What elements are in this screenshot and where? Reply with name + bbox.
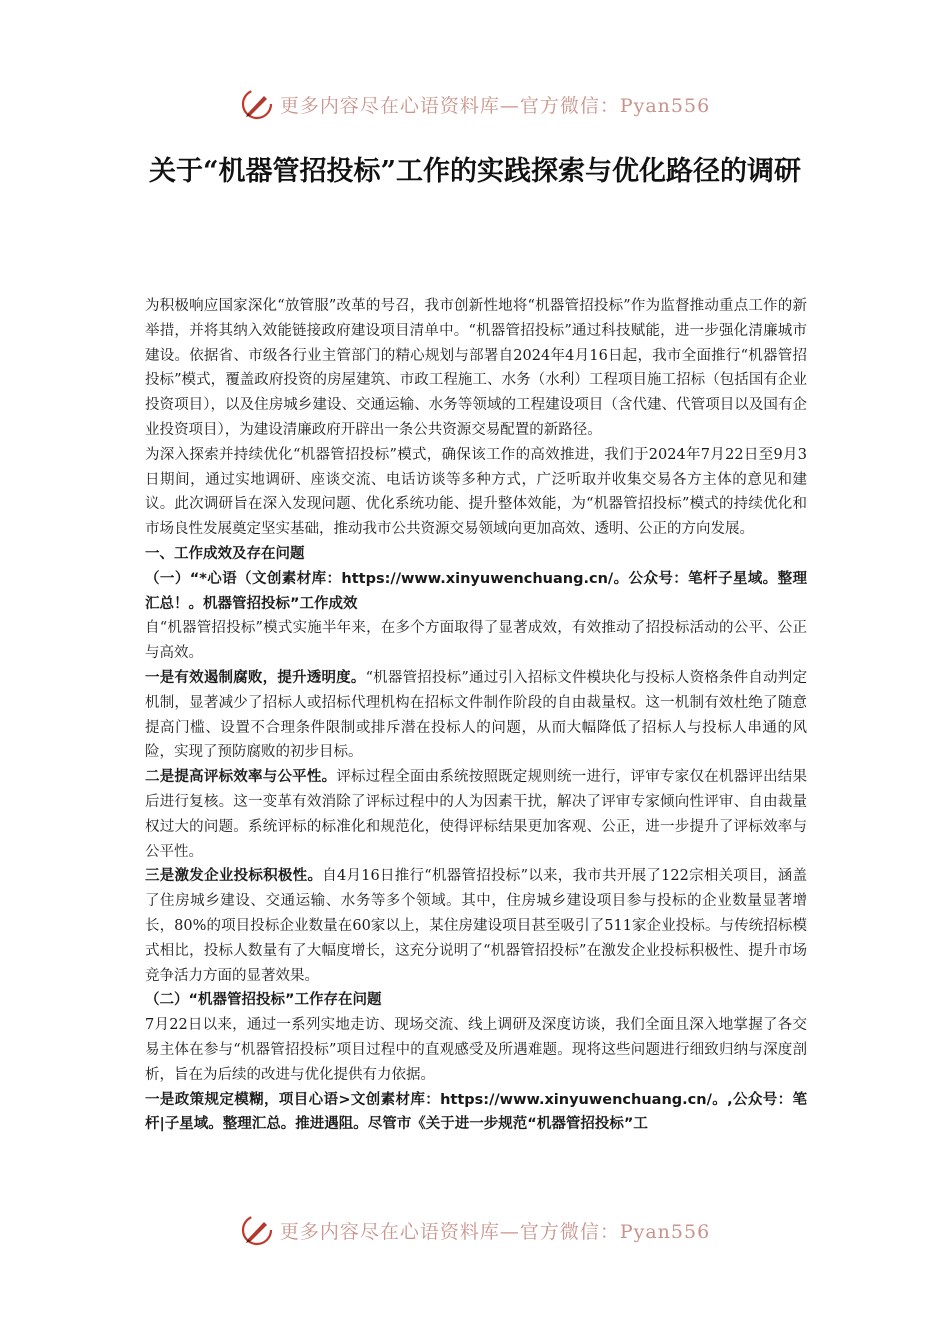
point-2-text: 评标过程全面由系统按照既定规则统一进行，评审专家仅在机器评出结果后进行复核。这一变革有效消除了评标过程中的人为因素干扰，解决了评审专家倾向性评审、自由裁量权过大的问题。系统评标的标准化和规范化，使得评标结果更加客观、公正，进一步提升了评标效率与公平性。 xyxy=(145,769,808,860)
paragraph-research-purpose: 为深入探索并持续优化“机器管招投标”模式，确保该工作的高效推进，我们于2024年7月22日至9月3日期间，通过实地调研、座谈交流、电话访谈等多种方式，广泛听取并收集交易各方主体的意见和建议。此次调研旨在深入发现问题、优化系统功能、提升整体效能，为“机器管招投标”模式的持续优化和市场良性发展奠定坚实基础，推动我市公共资源交易领域向更加高效、透明、公正的方向发展。 xyxy=(145,446,807,538)
point-3-text: 自4月16日推行“机器管招投标”以来，我市共开展了122宗相关项目，涵盖了住房城乡建设、交通运输、水务等多个领域。其中，住房城乡建设项目参与投标的企业数量显著增长，80%的项目投标企业数量在60家以上，某住房建设项目甚至吸引了511家企业投标。与传统招标模式相比，投标人数量有了大幅度增长，这充分说明了“机器管招投标”在激发企业投标积极性、提升市场竞争活力方面的显著效果。 xyxy=(145,868,808,984)
point-1-text: “机器管招投标”通过引入招标文件模块化与投标人资格条件自动判定机制，显著减少了招标人或招标代理机构在招标文件制作阶段的自由裁量权。这一机制有效杜绝了随意提高门槛、设置不合理条件限制或排斥潜在投标人的问题，从而大幅降低了招标人与投标人串通的风险，实现了预防腐败的初步目标。 xyxy=(145,669,808,761)
document-body xyxy=(145,294,807,1137)
subsection-heading-problems: （二）“机器管招投标”工作存在问题 xyxy=(145,992,382,1009)
paragraph-intro: 为积极响应国家深化“放管服”改革的号召，我市创新性地将“机器管招投标”作为监督推动重点工作的新举措，并将其纳入效能链接政府建设项目清单中。“机器管招投标”通过科技赋能，进一步强化清廉城市建设。依据省、市级各行业主管部门的精心规划与部署自2024年4月16日起，我市全面推行“机器管招投标”模式，覆盖政府投资的房屋建筑、市政工程施工、水务（水利）工程项目施工招标（包括国有企业投资项目），以及住房城乡建设、交通运输、水务等领域的工程建设项目（含代建、代管项目以及国有企业投资项目），为建设清廉政府开辟出一条公共资源交易配置的新路径。 xyxy=(145,298,807,438)
section-heading-1: 一、工作成效及存在问题 xyxy=(145,545,305,562)
banner-text: 更多内容尽在心语资料库—官方微信：Pyan556 xyxy=(279,1220,711,1243)
paragraph-problem-1: 一是政策规定模糊，项目心语>文创素材库：https://www.xinyuwenchuang.cn/。,公众号：笔杆|子星域。整理汇总。推进遇阻。尽管市《关于进一步规范“机器管招投标”工 xyxy=(145,1091,807,1133)
paragraph-point-2 xyxy=(145,765,807,864)
header-watermark-banner xyxy=(0,84,950,124)
footer-watermark-banner xyxy=(0,1210,950,1250)
paragraph-point-1 xyxy=(145,666,807,765)
point-3-lead: 三是激发企业投标积极性。 xyxy=(145,868,323,885)
pen-swirl-logo-icon xyxy=(240,1213,274,1247)
subsection-heading-achievements: （一）“*心语（文创素材库：https://www.xinyuwenchuang.cn/。公众号：笔杆子星域。整理汇总！。机器管招投标”工作成效 xyxy=(145,570,807,612)
document-title: 关于“机器管招投标”工作的实践探索与优化路径的调研 xyxy=(148,156,802,187)
paragraph-problems-intro: 7月22日以来，通过一系列实地走访、现场交流、线上调研及深度访谈，我们全面且深入地掌握了各交易主体在参与“机器管招投标”项目过程中的直观感受及所遇难题。现将这些问题进行细致归纳与深度剖析，旨在为后续的改进与优化提供有力依据。 xyxy=(145,1017,807,1083)
banner-text: 更多内容尽在心语资料库—官方微信：Pyan556 xyxy=(279,94,711,117)
point-1-lead: 一是有效遏制腐败，提升透明度。 xyxy=(145,669,366,686)
point-2-lead: 二是提高评标效率与公平性。 xyxy=(145,769,337,786)
paragraph-point-3 xyxy=(145,864,807,988)
pen-swirl-logo-icon xyxy=(240,87,274,121)
paragraph-achievements-summary: 自“机器管招投标”模式实施半年来，在多个方面取得了显著成效，有效推动了招投标活动的公平、公正与高效。 xyxy=(145,620,807,662)
